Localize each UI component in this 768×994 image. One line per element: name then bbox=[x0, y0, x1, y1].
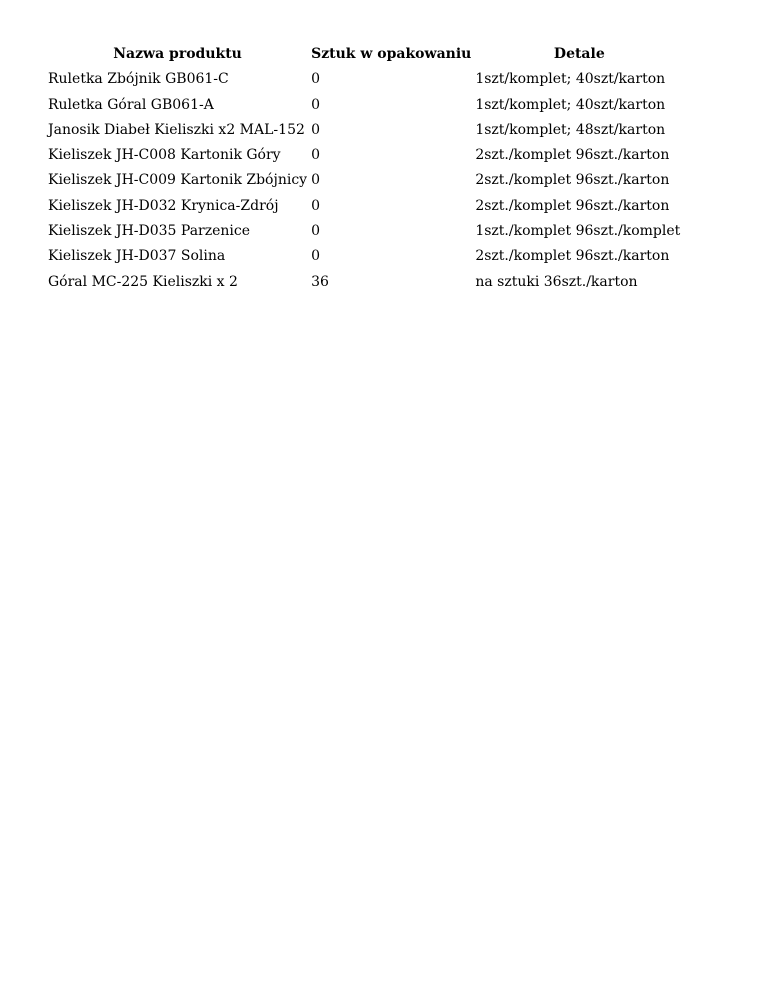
product-name-cell: Ruletka Zbójnik GB061-C bbox=[48, 71, 229, 88]
details-cell: 2szt./komplet 96szt./karton bbox=[475, 172, 670, 189]
quantity-cell: 0 bbox=[311, 197, 320, 214]
quantity-cell: 36 bbox=[311, 273, 329, 290]
header-product-name: Nazwa produktu bbox=[113, 46, 242, 62]
details-cell: 1szt/komplet; 40szt/karton bbox=[475, 96, 666, 113]
table-row bbox=[47, 244, 684, 269]
quantity-cell: 0 bbox=[311, 121, 320, 138]
table-header bbox=[47, 42, 684, 67]
quantity-cell: 0 bbox=[311, 223, 320, 240]
details-cell: na sztuki 36szt./karton bbox=[475, 273, 638, 290]
table-row bbox=[47, 194, 684, 219]
product-name-cell: Kieliszek JH-D032 Krynica-Zdrój bbox=[48, 197, 279, 214]
details-cell: 2szt./komplet 96szt./karton bbox=[475, 197, 670, 214]
product-name-cell: Kieliszek JH-D035 Parzenice bbox=[48, 223, 251, 240]
products-table bbox=[45, 42, 686, 295]
quantity-cell: 0 bbox=[311, 96, 320, 113]
quantity-cell: 0 bbox=[311, 71, 320, 88]
details-cell: 1szt/komplet; 40szt/karton bbox=[475, 71, 666, 88]
product-name-cell: Kieliszek JH-C008 Kartonik Góry bbox=[48, 147, 281, 164]
product-name-cell: Ruletka Góral GB061-A bbox=[48, 96, 214, 113]
product-name-cell: Kieliszek JH-C009 Kartonik Zbójnicy bbox=[48, 172, 308, 189]
table-body bbox=[47, 67, 684, 295]
table-row bbox=[47, 270, 684, 295]
table-row bbox=[47, 168, 684, 193]
quantity-cell: 0 bbox=[311, 147, 320, 164]
table-row bbox=[47, 219, 684, 244]
quantity-cell: 0 bbox=[311, 172, 320, 189]
header-row bbox=[47, 42, 684, 67]
table-row bbox=[47, 67, 684, 92]
quantity-cell: 0 bbox=[311, 248, 320, 265]
details-cell: 2szt./komplet 96szt./karton bbox=[475, 248, 670, 265]
product-name-cell: Janosik Diabeł Kieliszki x2 MAL-152 bbox=[48, 121, 305, 138]
details-cell: 2szt./komplet 96szt./karton bbox=[475, 147, 670, 164]
product-name-cell: Kieliszek JH-D037 Solina bbox=[48, 248, 226, 265]
product-name-cell: Góral MC-225 Kieliszki x 2 bbox=[48, 273, 238, 290]
details-cell: 1szt./komplet 96szt./komplet bbox=[475, 223, 681, 240]
details-cell: 1szt/komplet; 48szt/karton bbox=[475, 121, 666, 138]
table-row bbox=[47, 118, 684, 143]
header-quantity: Sztuk w opakowaniu bbox=[311, 46, 472, 62]
table-row bbox=[47, 93, 684, 118]
table-row bbox=[47, 143, 684, 168]
header-details: Detale bbox=[553, 46, 605, 62]
